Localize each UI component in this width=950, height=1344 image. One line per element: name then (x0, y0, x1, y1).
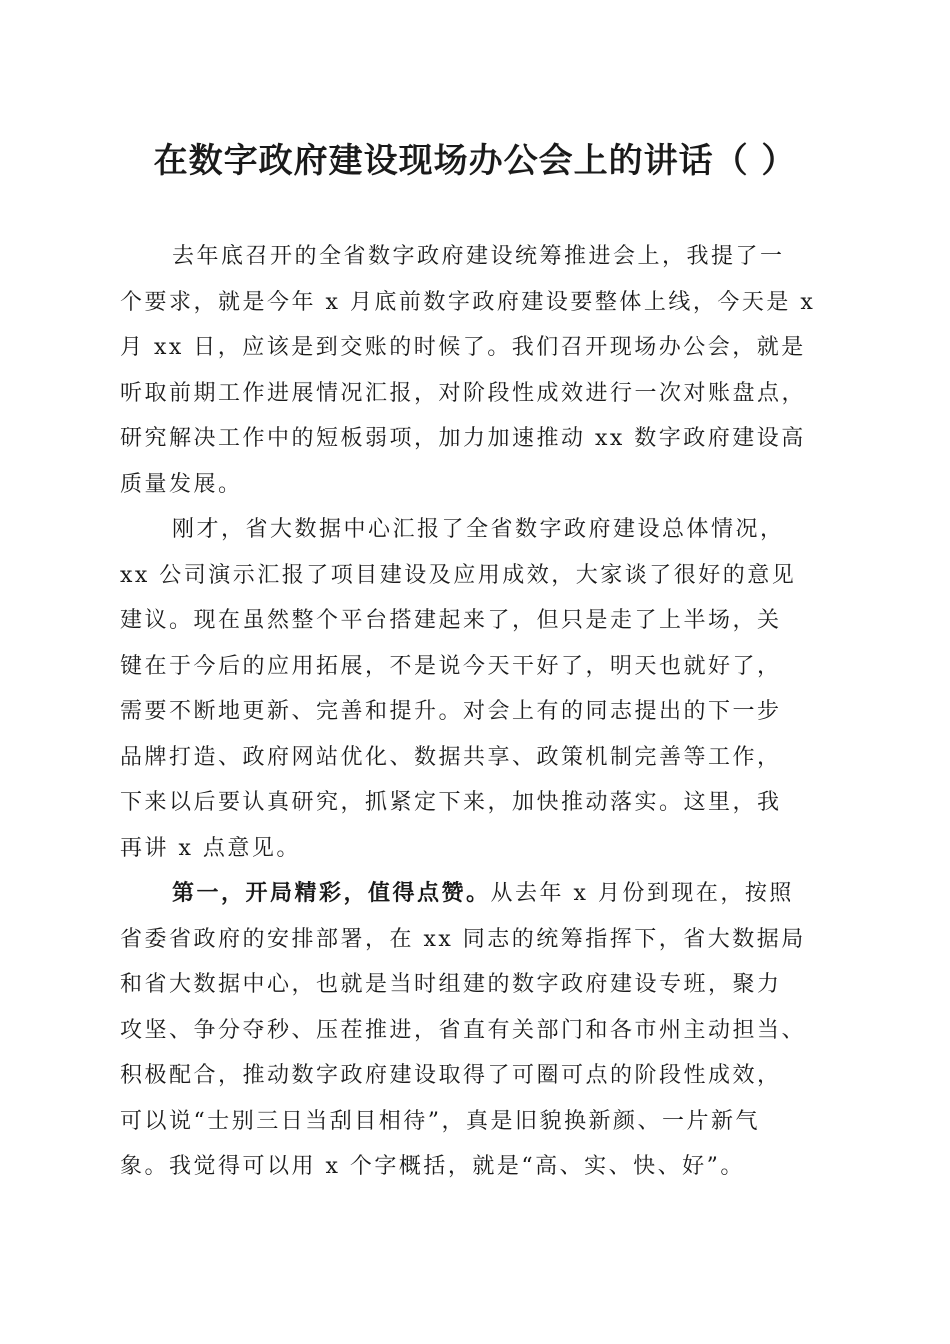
paragraph-line: 可以说“士别三日当刮目相待”，真是旧貌换新颜、一片新气 (120, 1108, 760, 1134)
paragraph-line-rest: 从去年 x 月份到现在，按照 (490, 881, 794, 906)
document-body (120, 234, 832, 1190)
paragraph-line: 省委省政府的安排部署，在 xx 同志的统筹指挥下，省大数据局 (120, 926, 806, 952)
paragraph-1 (120, 234, 832, 507)
paragraph-line: 刚才，省大数据中心汇报了全省数字政府建设总体情况， (172, 517, 785, 542)
paragraph-line: 需要不断地更新、完善和提升。对会上有的同志提出的下一步 (120, 699, 782, 724)
paragraph-line: 积极配合，推动数字政府建设取得了可圈可点的阶段性成效， (120, 1063, 782, 1088)
paragraph-line: 再讲 x 点意见。 (120, 835, 301, 861)
section-lead-heading: 第一，开局精彩，值得点赞。 (172, 880, 491, 906)
paragraph-line: xx 公司演示汇报了项目建设及应用成效，大家谈了很好的意见 (120, 562, 797, 588)
paragraph-line: 研究解决工作中的短板弱项，加力加速推动 xx 数字政府建设高 (120, 426, 806, 451)
paragraph-line: 品牌打造、政府网站优化、数据共享、政策机制完善等工作， (120, 744, 782, 770)
paragraph-3 (120, 871, 832, 1190)
paragraph-line: 键在于今后的应用拓展，不是说今天干好了，明天也就好了， (120, 653, 782, 679)
paragraph-2 (120, 507, 832, 871)
paragraph-line: 质量发展。 (120, 471, 243, 497)
paragraph-line: 和省大数据中心，也就是当时组建的数字政府建设专班，聚力 (120, 972, 782, 997)
document-title: 在数字政府建设现场办公会上的讲话（ ） (153, 141, 797, 181)
paragraph-first-line (120, 871, 832, 917)
paragraph-line: 听取前期工作进展情况汇报，对阶段性成效进行一次对账盘点， (120, 380, 807, 406)
paragraph-line: 象。我觉得可以用 x 个字概括，就是“高、实、快、好”。 (120, 1154, 745, 1179)
paragraph-line: 去年底召开的全省数字政府建设统筹推进会上，我提了一 (172, 244, 785, 269)
paragraph-line: 攻坚、争分夺秒、压茬推进，省直有关部门和各市州主动担当、 (120, 1017, 807, 1043)
paragraph-line: 下来以后要认真研究，抓紧定下来，加快推动落实。这里，我 (120, 790, 782, 815)
paragraph-line: 建议。现在虽然整个平台搭建起来了，但只是走了上半场，关 (120, 608, 782, 633)
paragraph-line: 月 xx 日，应该是到交账的时候了。我们召开现场办公会，就是 (120, 335, 806, 360)
paragraph-line: 个要求，就是今年 x 月底前数字政府建设要整体上线，今天是 x (120, 289, 816, 315)
